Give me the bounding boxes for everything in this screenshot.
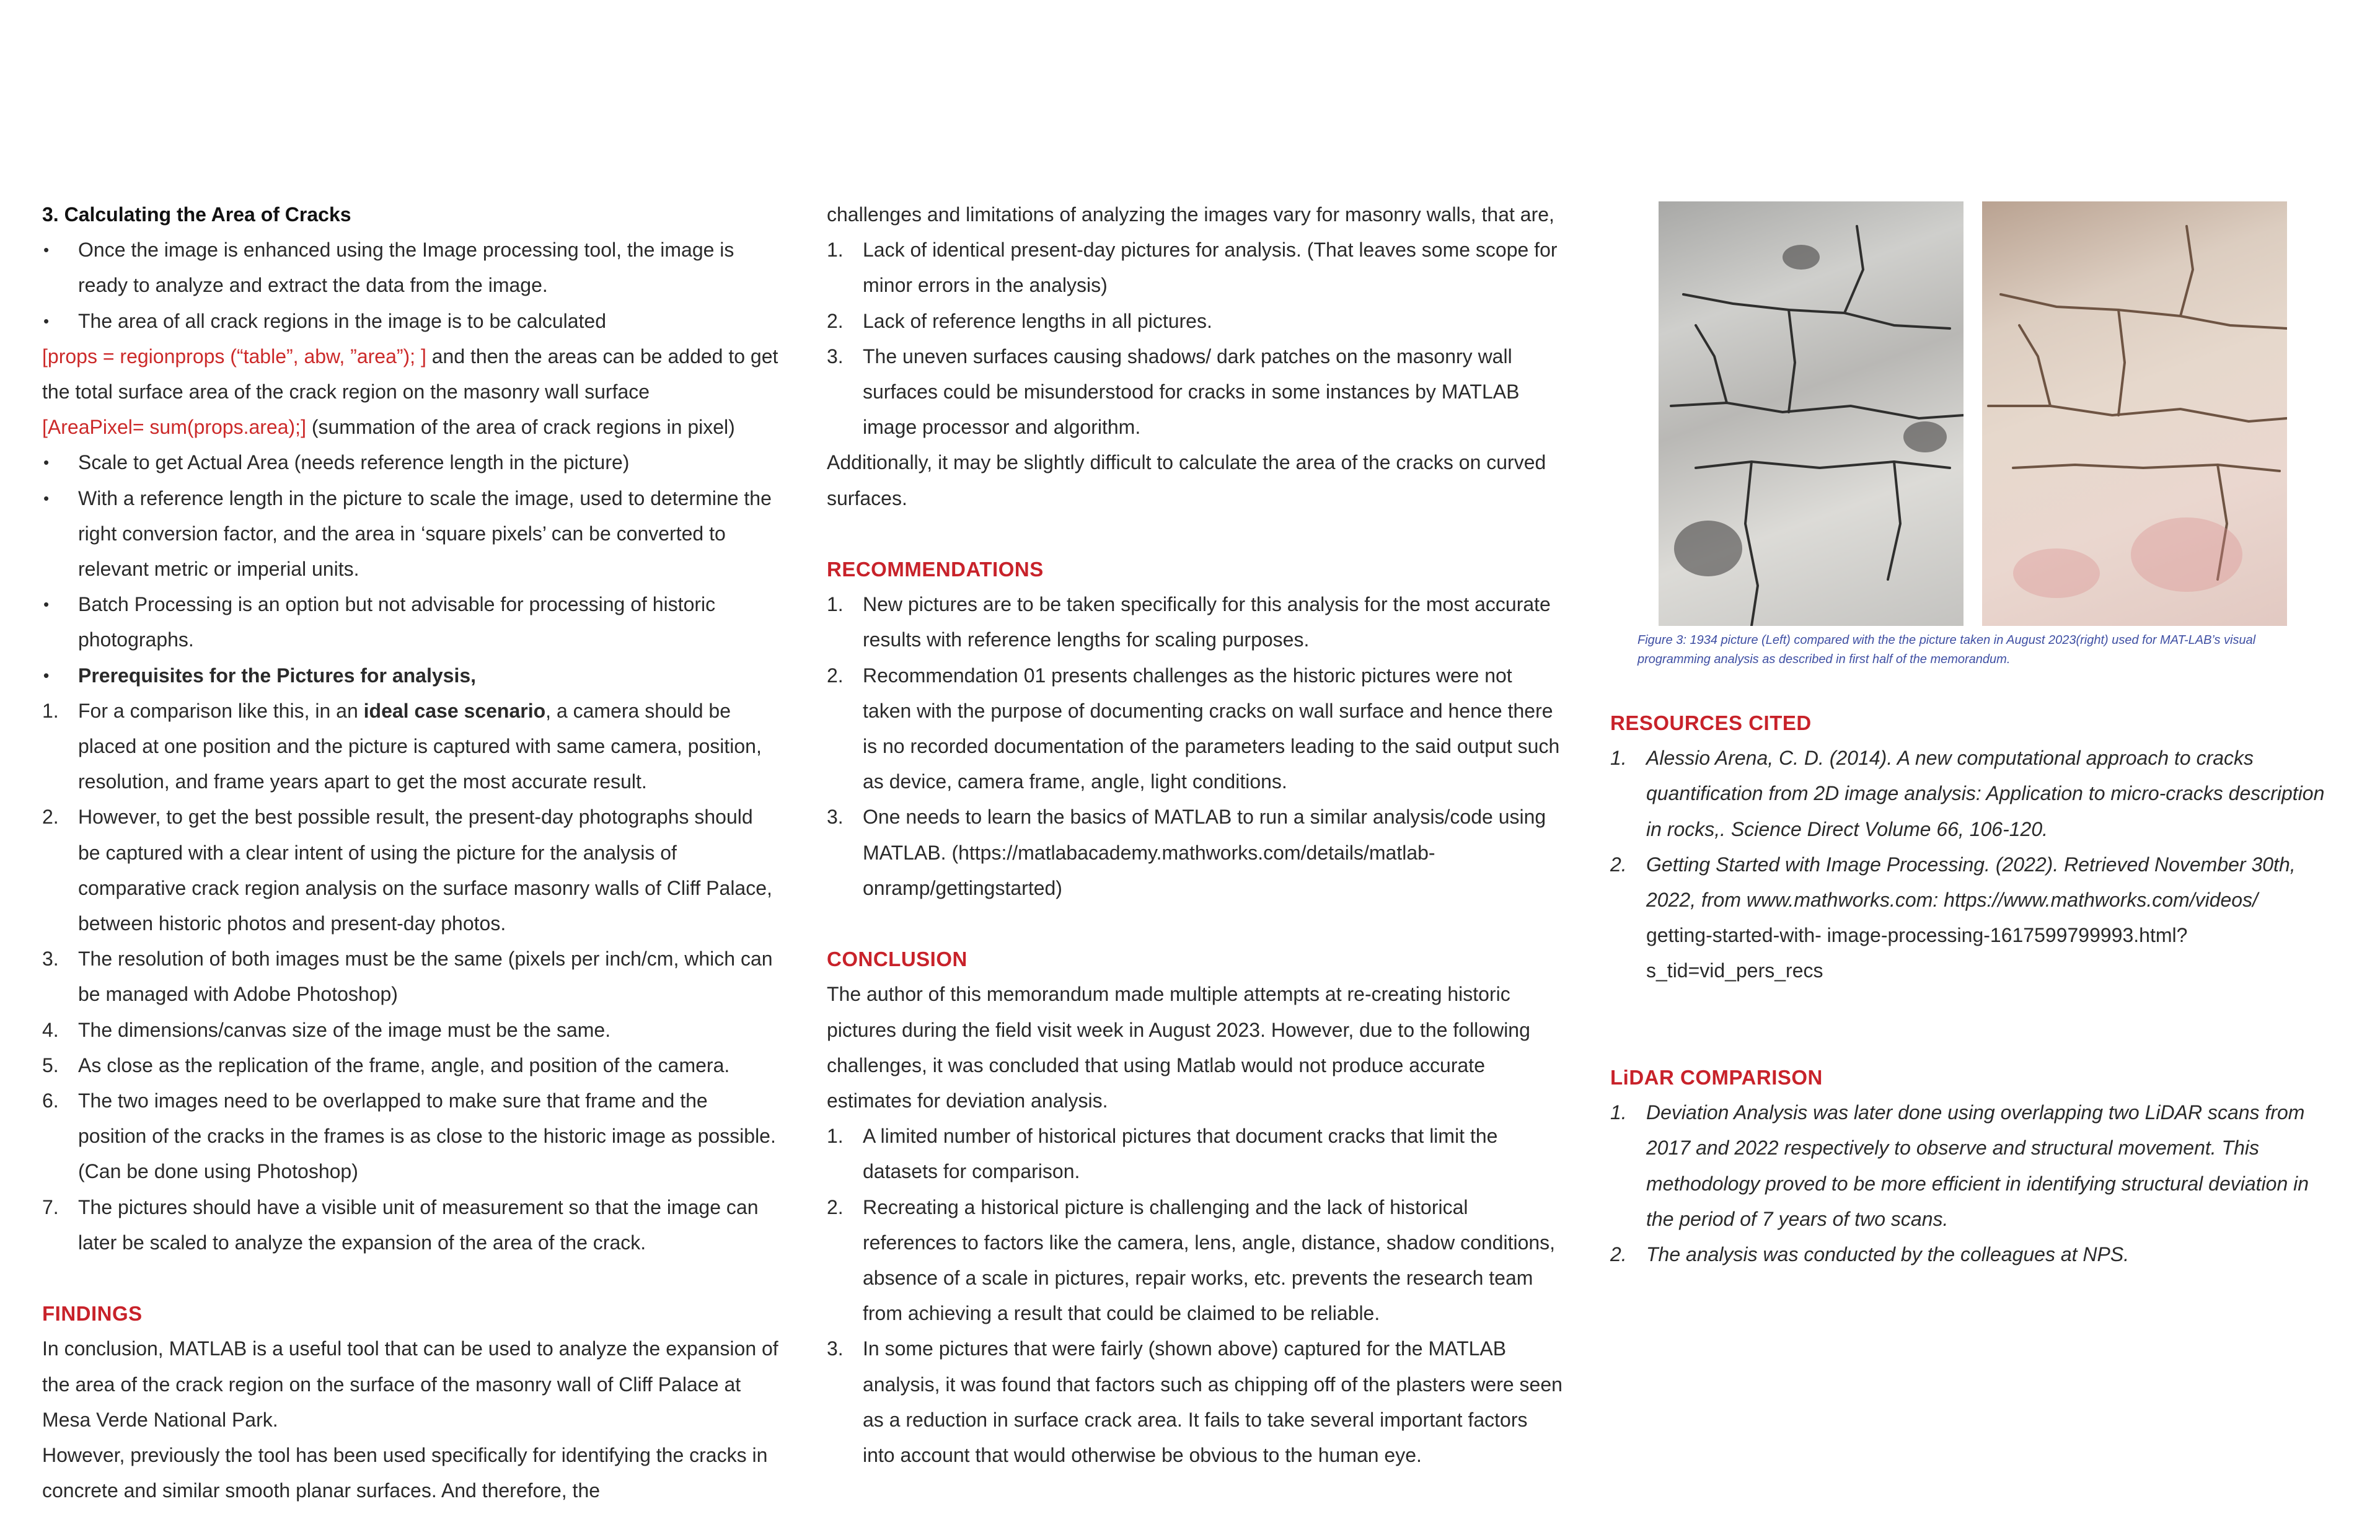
list-number: 2. (1610, 1243, 1627, 1266)
numbered-item (827, 232, 1564, 303)
historic-photo-1934 (1659, 201, 1963, 626)
section-heading-calculating-area: 3. Calculating the Area of Cracks (42, 203, 351, 226)
bullet-item (42, 304, 780, 339)
code-explanation: and then the areas can be added to get the total surface area of the crack region on the masonry wall surface (42, 345, 778, 403)
findings-paragraph: In conclusion, MATLAB is a useful tool that can be used to analyze the expansion of the area of the crack region on the surface of the masonry wall of Cliff Palace at Mesa Verde National Park. (42, 1337, 778, 1431)
crack-lines-right (1982, 201, 2287, 626)
item-text: The uneven surfaces causing shadows/ dark patches on the masonry wall surfaces could be misunderstood for cracks in some instances by MATLAB image processor and algorithm. (863, 345, 1520, 439)
challenges-intro: challenges and limitations of analyzing the images vary for masonry walls, that are, (827, 203, 1554, 226)
bullet-item (42, 587, 780, 658)
list-number: 1. (1610, 1101, 1627, 1124)
code-snippet-regionprops: [props = regionprops (“table”, abw, ”area”); ] (42, 345, 426, 367)
column-left (42, 197, 780, 1509)
column-right (1610, 705, 2342, 1272)
numbered-item (827, 587, 1564, 658)
bullet-marker: • (43, 666, 50, 685)
numbered-item (827, 799, 1564, 906)
list-number: 3. (827, 806, 844, 829)
numbered-item (42, 799, 780, 941)
bullet-item-prerequisites (42, 658, 780, 693)
numbered-item (42, 693, 780, 800)
list-number: 6. (42, 1089, 59, 1112)
item-text: Deviation Analysis was later done using overlapping two LiDAR scans from 2017 and 2022 respectively to observe and structural movement. This methodology proved to be more efficient in identifying structural deviation in the period of 7 years of two scans. (1646, 1101, 2309, 1230)
bullet-text: With a reference length in the picture to scale the image, used to determine the right conversion factor, and the area in ‘square pixels’ can be converted to relevant metric or imperial units. (78, 486, 772, 581)
item-text: As close as the replication of the frame, angle, and position of the camera. (78, 1054, 730, 1076)
item-text: The two images need to be overlapped to make sure that frame and the position of the cracks in the frames is as close to the historic image as possible. (Can be done using Photoshop) (78, 1089, 776, 1183)
reference-text: Getting Started with Image Processing. (2022). Retrieved November 30th, 2022, from www.mathworks.com: https://www.mathworks.com/videos/ (1646, 853, 2296, 912)
figure-caption: Figure 3: 1934 picture (Left) compared with the the picture taken in August 2023(right) used for MAT-LAB’s visual programming analysis as described in first half of the memorandum. (1637, 633, 2256, 666)
list-number: 7. (42, 1195, 59, 1218)
numbered-item (1610, 1237, 2342, 1272)
reference-url: getting-started-with- image-processing-1617599799993.html?s_tid=vid_pers_recs (1646, 924, 2188, 982)
item-text: Recreating a historical picture is challenging and the lack of historical references to factors like the camera, lens, angle, distance, shadow conditions, absence of a scale in pictures, repair works, etc. prevents the research team from achieving a result that could be claimed to be reliable. (863, 1195, 1556, 1325)
list-number: 2. (827, 309, 844, 332)
numbered-item (42, 1190, 780, 1261)
bullet-item (42, 232, 780, 303)
column-middle (827, 197, 1564, 1473)
bullet-text: Batch Processing is an option but not advisable for processing of historic photographs. (78, 593, 716, 651)
bullet-marker: • (43, 595, 50, 614)
code-explanation: (summation of the area of crack regions in pixel) (306, 416, 735, 439)
item-text: Lack of identical present-day pictures for analysis. (That leaves some scope for minor errors in the analysis) (863, 239, 1558, 297)
list-number: 2. (42, 806, 59, 829)
bullet-text: The area of all crack regions in the image is to be calculated (78, 309, 607, 332)
list-number: 1. (42, 699, 59, 722)
bullet-marker: • (43, 488, 50, 508)
item-text: In some pictures that were fairly (shown above) captured for the MATLAB analysis, it was found that factors such as chipping off of the plasters were seen as a reduction in surface crack area. It fails to take several important factors into account that would otherwise be obvious to the human eye. (863, 1337, 1562, 1467)
item-text: The resolution of both images must be the same (pixels per inch/cm, which can be managed with Adobe Photoshop) (78, 948, 773, 1006)
section-heading-recommendations: RECOMMENDATIONS (827, 558, 1044, 581)
numbered-item (827, 658, 1564, 800)
item-text: For a comparison like this, in an (78, 699, 364, 722)
numbered-item (827, 1190, 1564, 1332)
section-heading-conclusion: CONCLUSION (827, 948, 967, 971)
section-heading-lidar: LiDAR COMPARISON (1610, 1066, 1823, 1089)
item-text: The analysis was conducted by the colleagues at NPS. (1646, 1243, 2130, 1266)
numbered-item (1610, 1095, 2342, 1237)
bullet-item (42, 481, 780, 587)
list-number: 4. (42, 1018, 59, 1041)
bullet-text: Prerequisites for the Pictures for analysis, (78, 664, 477, 687)
item-text: However, to get the best possible result, the present-day photographs should be captured with a clear intent of using the picture for the analysis of comparative crack region analysis on the surface masonry walls of Cliff Palace, between historic photos and present-day photos. (78, 806, 772, 935)
present-day-photo-2023 (1982, 201, 2287, 626)
numbered-item (827, 304, 1564, 339)
conclusion-paragraph: The author of this memorandum made multiple attempts at re-creating historic pictures during the field visit week in August 2023. However, due to the following challenges, it was concluded that using Matlab would not produce accurate estimates for deviation analysis. (827, 983, 1530, 1112)
list-number: 5. (42, 1054, 59, 1076)
item-text: Recommendation 01 presents challenges as the historic pictures were not taken with the purpose of documenting cracks on wall surface and hence there is no recorded documentation of the parameters leading to the said output such as device, camera frame, angle, light conditions. (863, 664, 1560, 793)
list-number: 3. (827, 1337, 844, 1360)
emphasis-ideal-case: ideal case scenario (363, 699, 546, 722)
list-number: 3. (827, 345, 844, 367)
numbered-item (827, 339, 1564, 446)
bullet-marker: • (43, 453, 50, 472)
numbered-item (42, 1083, 780, 1190)
bullet-text: Scale to get Actual Area (needs reference length in the picture) (78, 451, 630, 474)
section-heading-resources: RESOURCES CITED (1610, 711, 1812, 734)
item-text: The pictures should have a visible unit of measurement so that the image can later be scaled to analyze the expansion of the area of the crack. (78, 1195, 759, 1254)
item-text: A limited number of historical pictures that document cracks that limit the datasets for comparison. (863, 1125, 1498, 1183)
list-number: 3. (42, 948, 59, 970)
numbered-item (827, 1119, 1564, 1189)
bullet-marker: • (43, 311, 50, 330)
list-number: 2. (827, 664, 844, 687)
bullet-item (42, 445, 780, 480)
list-number: 2. (827, 1195, 844, 1218)
bullet-marker: • (43, 240, 50, 260)
reference-text: Alessio Arena, C. D. (2014). A new computational approach to cracks quantification from 2D image analysis: Application to micro-cracks description in rocks,. Science Direct Volume 66, 106-120. (1646, 747, 2325, 840)
additional-paragraph: Additionally, it may be slightly difficult to calculate the area of the cracks on curved surfaces. (827, 451, 1546, 509)
list-number: 1. (827, 239, 844, 262)
list-number: 2. (1610, 853, 1627, 876)
bullet-text: Once the image is enhanced using the Image processing tool, the image is ready to analyze and extract the data from the image. (78, 239, 734, 297)
item-text: , a camera should be placed at one position and the picture is captured with same camera, position, resolution, and frame years apart to get the most accurate result. (78, 699, 762, 793)
code-paragraph-regionprops (42, 339, 780, 410)
reference-item (1610, 847, 2342, 989)
numbered-item (42, 1013, 780, 1048)
numbered-item (42, 1048, 780, 1083)
reference-item (1610, 741, 2342, 847)
code-snippet-areapixel: [AreaPixel= sum(props.area);] (42, 416, 306, 439)
numbered-item (42, 941, 780, 1012)
item-text: The dimensions/canvas size of the image must be the same. (78, 1018, 611, 1041)
item-text: Lack of reference lengths in all pictures. (863, 309, 1212, 332)
findings-paragraph: However, previously the tool has been used specifically for identifying the cracks in concrete and similar smooth planar surfaces. And therefore, the (42, 1444, 768, 1502)
code-paragraph-areapixel (42, 410, 780, 445)
crack-lines-left (1659, 201, 1963, 626)
item-text: New pictures are to be taken specifically for this analysis for the most accurate results with reference lengths for scaling purposes. (863, 593, 1551, 651)
list-number: 1. (1610, 747, 1627, 770)
list-number: 1. (827, 1125, 844, 1148)
section-heading-findings: FINDINGS (42, 1302, 143, 1326)
list-number: 1. (827, 593, 844, 616)
item-text: One needs to learn the basics of MATLAB to run a similar analysis/code using MATLAB. (https://matlabacademy.mathworks.com/details/matlab-onramp/gettingstarted) (863, 806, 1546, 899)
numbered-item (827, 1331, 1564, 1473)
